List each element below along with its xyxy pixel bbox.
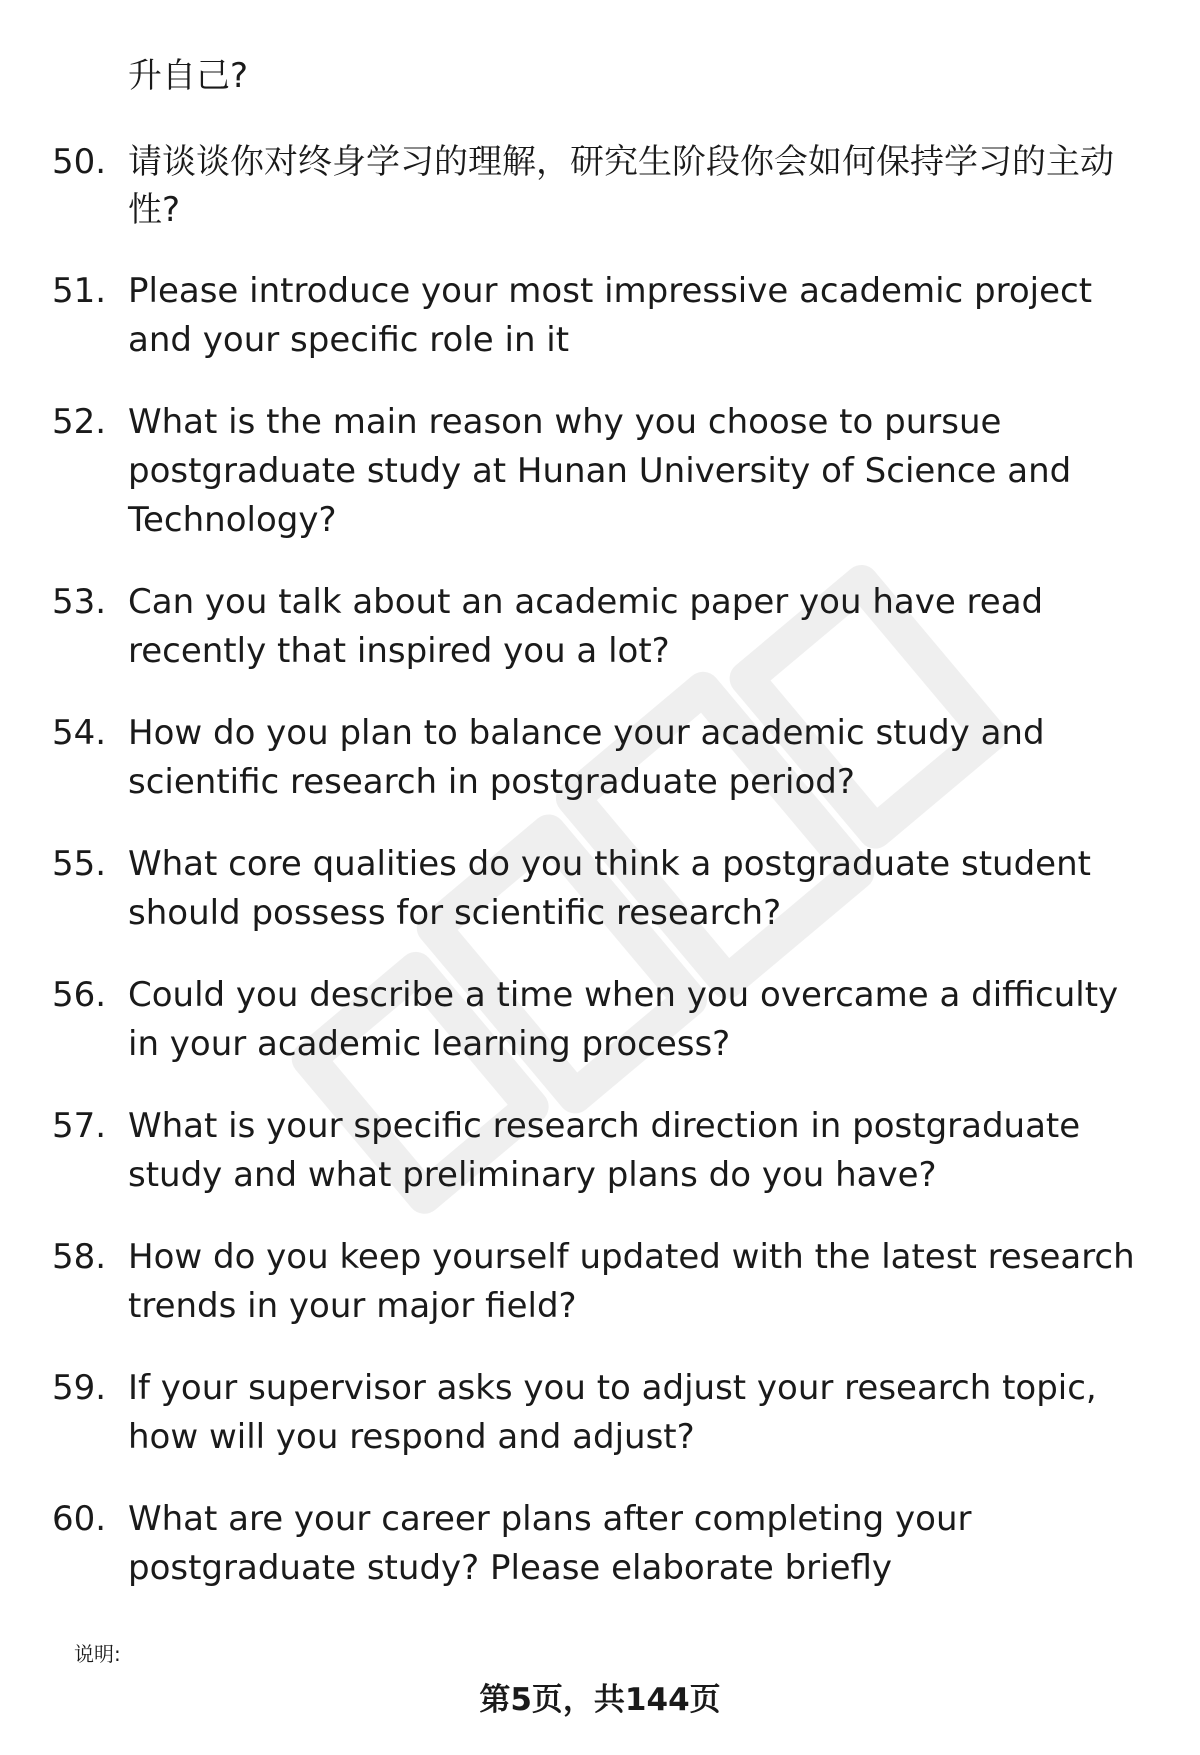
note-label: 说明: <box>74 1642 121 1666</box>
question-text: What core qualities do you think a postgraduate student should possess for scientific research? <box>128 844 1091 933</box>
question-number: 55. <box>52 844 107 884</box>
question-number: 57. <box>52 1106 107 1146</box>
question-item-57 <box>0 1102 1200 1200</box>
question-item-59 <box>0 1364 1200 1462</box>
question-item-51 <box>0 267 1200 365</box>
question-number: 50. <box>52 142 107 182</box>
question-text: 请谈谈你对终身学习的理解，研究生阶段你会如何保持学习的主动性? <box>128 142 1114 230</box>
question-item-60 <box>0 1495 1200 1593</box>
question-number: 54. <box>52 713 107 753</box>
page-footer: 第5页，共144页 <box>479 1682 721 1718</box>
question-item-58 <box>0 1233 1200 1331</box>
question-list <box>0 138 1200 1626</box>
question-text: Can you talk about an academic paper you have read recently that inspired you a lot? <box>128 582 1044 671</box>
question-text: What are your career plans after completing your postgraduate study? Please elaborate briefly <box>128 1499 972 1588</box>
question-text: How do you keep yourself updated with the latest research trends in your major field? <box>128 1237 1135 1326</box>
question-number: 52. <box>52 402 107 442</box>
question-item-52 <box>0 398 1200 545</box>
question-number: 51. <box>52 271 107 311</box>
question-text: How do you plan to balance your academic study and scientific research in postgraduate period? <box>128 713 1045 802</box>
question-item-55 <box>0 840 1200 938</box>
question-text: What is your specific research direction in postgraduate study and what preliminary plans do you have? <box>128 1106 1081 1195</box>
continued-question-text: 升自己? <box>128 56 249 96</box>
question-text: If your supervisor asks you to adjust your research topic, how will you respond and adjust? <box>128 1368 1097 1457</box>
question-number: 53. <box>52 582 107 622</box>
question-number: 56. <box>52 975 107 1015</box>
question-item-54 <box>0 709 1200 807</box>
question-text: What is the main reason why you choose to pursue postgraduate study at Hunan University of Science and Technology? <box>128 402 1072 540</box>
question-item-53 <box>0 578 1200 676</box>
question-number: 58. <box>52 1237 107 1277</box>
question-text: Please introduce your most impressive academic project and your specific role in it <box>128 271 1093 360</box>
question-number: 60. <box>52 1499 107 1539</box>
question-item-50 <box>0 138 1200 234</box>
question-number: 59. <box>52 1368 107 1408</box>
question-text: Could you describe a time when you overcame a difficulty in your academic learning process? <box>128 975 1119 1064</box>
question-item-56 <box>0 971 1200 1069</box>
